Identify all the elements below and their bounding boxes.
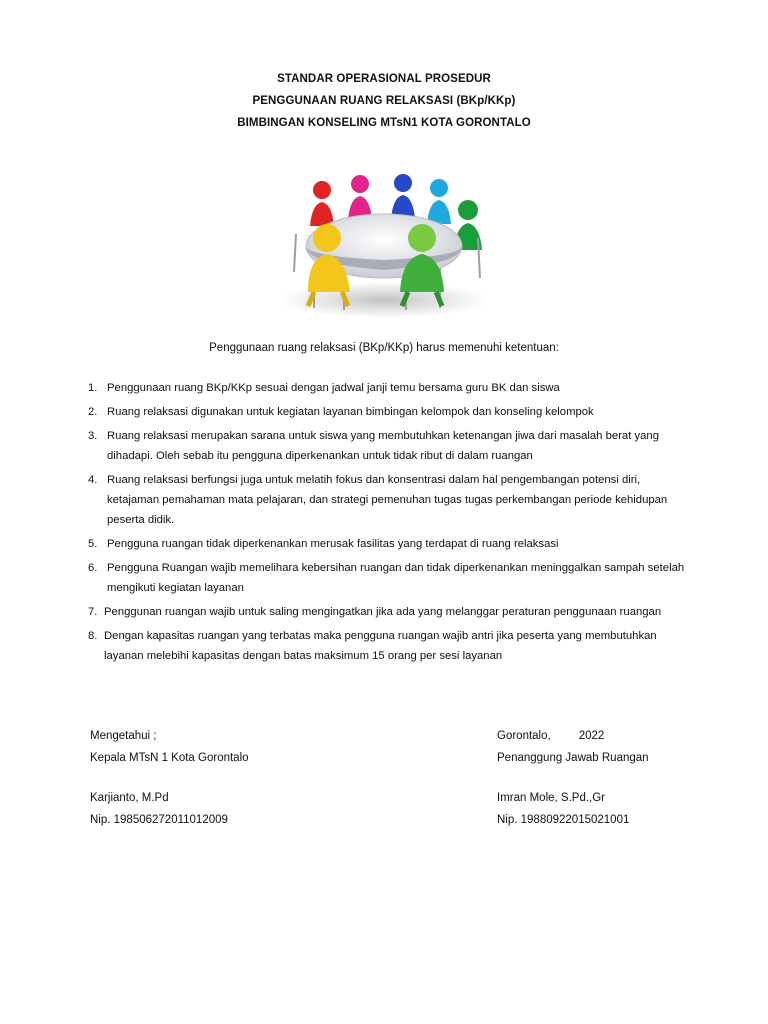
list-number: 1. [88,382,98,394]
rules-list [88,378,688,670]
list-item [88,626,688,666]
acknowledgement-label: Mengetahui ; [90,730,157,742]
list-number: 4. [88,474,98,486]
signer-nip: Nip. 198506272011012009 [90,814,228,826]
intro-text: Penggunaan ruang relaksasi (BKp/KKp) harus memenuhi ketentuan: [209,342,559,354]
title-line-3: BIMBINGAN KONSELING MTsN1 KOTA GORONTALO [237,117,531,129]
list-item [88,378,688,398]
signer-name: Imran Mole, S.Pd.,Gr [497,792,606,804]
list-number: 5. [88,538,98,550]
list-item [88,558,688,598]
list-number: 7. [88,606,98,618]
list-number: 6. [88,562,98,574]
list-text: Dengan kapasitas ruangan yang terbatas maka pengguna ruangan wajib antri jika peserta yang membutuhkan layanan melebihi kapasitas dengan batas maksimum 15 orang per sesi layanan [104,630,657,662]
list-item [88,534,688,554]
list-text: Ruang relaksasi berfungsi juga untuk melatih fokus dan konsentrasi dalam hal pengembangan potensi diri, ketajaman pemahaman mata pelajaran, dan strategi pemenuhan tugas tugas perkembangan periode kehidupan peserta didik. [107,474,668,526]
list-text: Penggunan ruangan wajib untuk saling mengingatkan jika ada yang melanggar peraturan penggunaan ruangan [104,606,662,618]
list-text: Pengguna ruangan tidak diperkenankan merusak fasilitas yang terdapat di ruang relaksasi [107,538,559,550]
signature-block-left [90,725,249,831]
signer-nip: Nip. 19880922015021001 [497,814,630,826]
signer-name: Karjianto, M.Pd [90,792,169,804]
signer-position: Penanggung Jawab Ruangan [497,752,649,764]
list-item [88,426,688,466]
title-line-2: PENGGUNAAN RUANG RELAKSASI (BKp/KKp) [252,95,516,107]
round-table-meeting-icon [272,168,496,318]
list-text: Ruang relaksasi merupakan sarana untuk siswa yang membutuhkan ketenangan jiwa dari masalah berat yang dihadapi. Oleh sebab itu pengguna diperkenankan untuk tidak ribut di dalam ruangan [107,430,659,462]
list-number: 3. [88,430,98,442]
list-text: Pengguna Ruangan wajib memelihara kebersihan ruangan dan tidak diperkenankan meninggalkan sampah setelah mengikuti kegiatan layanan [107,562,685,594]
list-item [88,470,688,530]
title-line-1: STANDAR OPERASIONAL PROSEDUR [277,73,491,85]
place-name: Gorontalo, [497,730,551,742]
list-text: Ruang relaksasi digunakan untuk kegiatan layanan bimbingan kelompok dan konseling kelompok [107,406,594,418]
place-date [497,725,649,747]
signer-position: Kepala MTsN 1 Kota Gorontalo [90,752,249,764]
list-number: 8. [88,630,98,642]
list-item [88,402,688,422]
list-item [88,602,688,622]
list-number: 2. [88,406,98,418]
date-year: 2022 [578,730,605,742]
list-text: Penggunaan ruang BKp/KKp sesuai dengan jadwal janji temu bersama guru BK dan siswa [107,382,560,394]
signature-block-right [497,725,649,831]
